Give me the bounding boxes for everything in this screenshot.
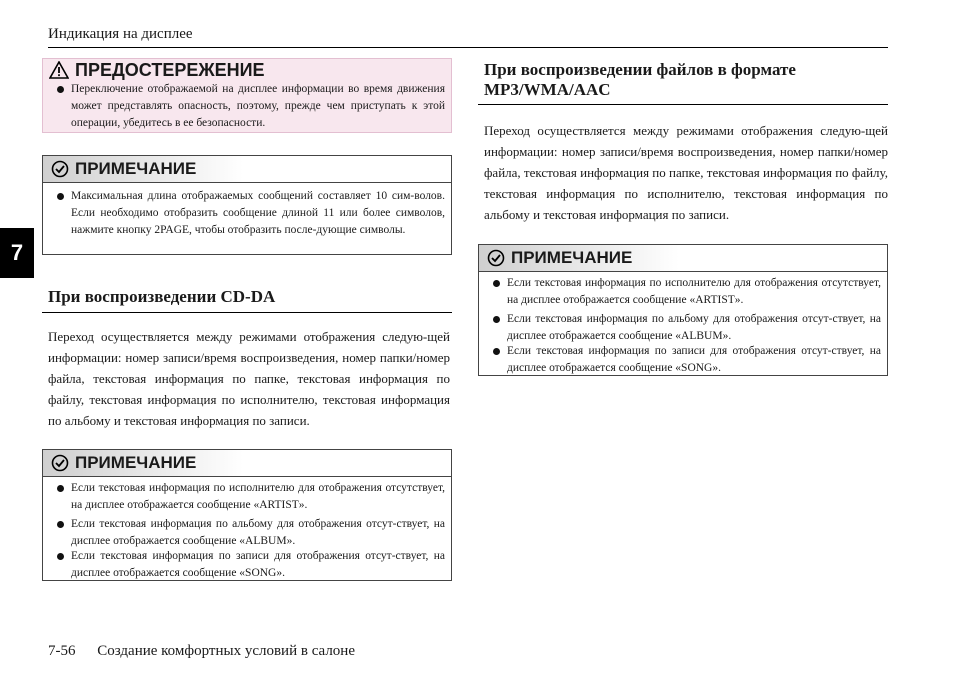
warning-header bbox=[43, 59, 289, 81]
note-item: Если текстовая информация по исполнителю для отображения отсутствует, на дисплее отображается сообщение «ARTIST». bbox=[493, 275, 881, 309]
note-title: ПРИМЕЧАНИЕ bbox=[75, 159, 197, 178]
warning-box bbox=[42, 58, 452, 133]
page-number: 7-56 bbox=[48, 643, 76, 659]
section-rule-cd bbox=[42, 312, 452, 313]
note-item: Если текстовая информация по альбому для отображения отсут-ствует, на дисплее отображается сообщение «ALBUM». bbox=[493, 311, 881, 345]
note-item: Максимальная длина отображаемых сообщений составляет 10 сим-волов. Если необходимо отобразить сообщение длиной 11 или более символов, нажмите кнопку 2PAGE, чтобы отобразить после-дующие символы. bbox=[57, 188, 445, 239]
section-title-mp3: При воспроизведении файлов в формате bbox=[484, 60, 796, 79]
section-body-cd: Переход осуществляется между режимами отображения следую-щей информации: номер записи/время воспроизведения, номер папки/номер файла, текстовая информация по папке, текстовая информация по файлу, текстовая информация по исполнителю, текстовая информация по альбому и текстовая информация по записи. bbox=[48, 329, 450, 428]
note-check-icon bbox=[487, 249, 505, 267]
note-item: Если текстовая информация по альбому для отображения отсут-ствует, на дисплее отображается сообщение «ALBUM». bbox=[57, 516, 445, 550]
warning-title: ПРЕДОСТЕРЕЖЕНИЕ bbox=[75, 59, 265, 80]
note-header bbox=[479, 245, 887, 272]
note-check-icon bbox=[51, 160, 69, 178]
chapter-tab: 7 bbox=[0, 228, 34, 278]
note-check-icon bbox=[51, 454, 69, 472]
footer-title: Создание комфортных условий в салоне bbox=[97, 643, 355, 659]
section-body-mp3: Переход осуществляется между режимами отображения следую-щей информации: номер записи/время воспроизведения, номер папки/номер файла, текстовая информация по папке, текстовая информация по файлу, текстовая информация по исполнителю, текстовая информация по альбому и текстовая информация по записи. bbox=[484, 123, 888, 222]
note-item: Если текстовая информация по записи для отображения отсут-ствует, на дисплее отображается сообщение «SONG». bbox=[493, 343, 881, 377]
warning-triangle-icon bbox=[49, 61, 69, 79]
note-box-length bbox=[42, 155, 452, 255]
note-item: Если текстовая информация по записи для отображения отсут-ствует, на дисплее отображается сообщение «SONG». bbox=[57, 548, 445, 582]
note-box-mp3 bbox=[478, 244, 888, 376]
section-rule-mp3 bbox=[478, 104, 888, 105]
section-title-cd: При воспроизведении CD-DA bbox=[48, 287, 276, 306]
note-title: ПРИМЕЧАНИЕ bbox=[75, 453, 197, 472]
page-header-title: Индикация на дисплее bbox=[48, 26, 193, 42]
section-title-mp3-line2: MP3/WMA/AAC bbox=[484, 80, 611, 99]
header-rule bbox=[48, 47, 888, 48]
note-header bbox=[43, 450, 451, 477]
page-footer bbox=[48, 643, 355, 660]
note-item: Если текстовая информация по исполнителю для отображения отсутствует, на дисплее отображается сообщение «ARTIST». bbox=[57, 480, 445, 514]
note-box-cd bbox=[42, 449, 452, 581]
note-header bbox=[43, 156, 451, 183]
warning-item: Переключение отображаемой на дисплее информации во время движения может представлять опасность, поэтому, прежде чем приступать к этой операции, убедитесь в ее безопасности. bbox=[57, 81, 445, 132]
note-title: ПРИМЕЧАНИЕ bbox=[511, 248, 633, 267]
